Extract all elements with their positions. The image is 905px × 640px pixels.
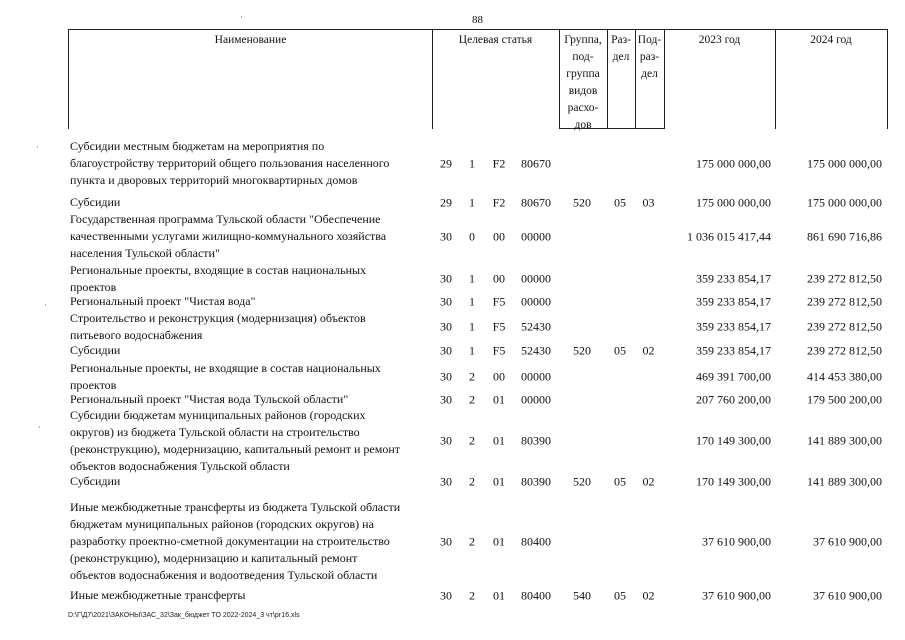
- page-number: 88: [472, 14, 483, 26]
- scan-dot: ·: [240, 12, 243, 22]
- cell-cs1: 30: [440, 294, 452, 308]
- row-name: Региональные проекты, не входящие в состав национальных проектов: [70, 361, 381, 392]
- cell-y1: 175 000 000,00: [696, 195, 771, 209]
- cell-y1: 1 036 015 417,44: [687, 229, 771, 243]
- cell-cs4: 00000: [521, 229, 551, 243]
- cell-cs3: F2: [492, 156, 506, 170]
- cell-cs3: 00: [493, 369, 505, 384]
- cell-cs1: 30: [440, 229, 452, 243]
- cell-y2: 175 000 000,00: [807, 156, 882, 170]
- cell-sec: 05: [614, 588, 626, 602]
- cell-y2: 141 889 300,00: [807, 474, 882, 488]
- cell-cs3: 01: [493, 474, 505, 488]
- row-name: Региональные проекты, входящие в состав национальных проектов: [70, 263, 367, 294]
- cell-cs4: 00000: [521, 271, 551, 286]
- cell-cs1: 30: [440, 369, 452, 384]
- cell-y2: 239 272 812,50: [807, 343, 882, 357]
- table-row: [68, 360, 886, 394]
- cell-y1: 170 149 300,00: [696, 474, 771, 488]
- cell-cs2: 2: [469, 392, 475, 406]
- cell-sub: 02: [642, 343, 655, 357]
- cell-cs3: F5: [492, 294, 506, 308]
- header-year-2024: 2024 год: [810, 34, 852, 46]
- cell-cs4: 80670: [521, 156, 551, 170]
- table-row: [68, 499, 886, 584]
- cell-cs3: F5: [492, 343, 506, 357]
- cell-y2: 175 000 000,00: [807, 195, 882, 209]
- cell-y2: 179 500 200,00: [807, 392, 882, 406]
- row-name: Иные межбюджетные трансферты из бюджета Тульской области бюджетам муниципальных районов (городских округов) на разработку проектно-сметной документации на строительство (реконструкцию), модернизацию и капитальный ремонт объектов водоснабжения и водоотведения Тульской области: [70, 500, 401, 582]
- cell-y1: 37 610 900,00: [702, 588, 771, 602]
- row-name: Иные межбюджетные трансферты: [70, 588, 246, 602]
- cell-cs2: 2: [469, 433, 475, 448]
- cell-cs2: 1: [469, 294, 475, 308]
- cell-sub: 03: [642, 195, 655, 209]
- cell-y1: 175 000 000,00: [696, 156, 771, 170]
- cell-cs4: 00000: [521, 294, 551, 308]
- cell-cs4: 80400: [521, 588, 551, 602]
- cell-y1: 359 233 854,17: [696, 271, 771, 286]
- cell-cs2: 0: [469, 229, 475, 243]
- cell-cs1: 30: [440, 474, 452, 488]
- cell-y1: 170 149 300,00: [696, 433, 771, 448]
- cell-grp: 520: [573, 343, 591, 357]
- cell-cs2: 2: [469, 534, 475, 548]
- file-path-footer: D:\Г\Д7\2021\ЗАКОНЫ\ЗАС_32\Зак_бюджет ТО 2022-2024_3 чт\рг16.xls: [68, 612, 300, 619]
- cell-cs2: 2: [469, 369, 475, 384]
- cell-cs3: F5: [492, 319, 506, 334]
- row-name: Субсидии: [70, 474, 121, 488]
- row-name: Государственная программа Тульской области "Обеспечение качественными услугами жилищно-коммунального хозяйства населения Тульской области": [70, 212, 387, 260]
- cell-cs2: 1: [469, 195, 475, 209]
- scan-dot: ·: [38, 422, 41, 432]
- cell-sec: 05: [614, 474, 626, 488]
- cell-y2: 861 690 716,86: [807, 229, 882, 243]
- cell-cs1: 30: [440, 343, 452, 357]
- cell-grp: 520: [573, 195, 591, 209]
- table-row: [68, 342, 886, 359]
- row-name: Субсидии бюджетам муниципальных районов (городских округов) из бюджета Тульской области на строительство (реконструкцию), модернизацию, капитальный ремонт и ремонт объектов водоснабжения Тульской области: [70, 408, 400, 473]
- cell-cs2: 1: [469, 156, 475, 170]
- cell-y2: 37 610 900,00: [813, 534, 882, 548]
- cell-cs4: 80390: [521, 433, 551, 448]
- cell-sub: 02: [642, 588, 655, 602]
- cell-cs3: 00: [493, 271, 505, 286]
- scan-dot: ·: [36, 142, 39, 152]
- cell-grp: 520: [573, 474, 591, 488]
- header-name: Наименование: [214, 34, 287, 46]
- cell-sec: 05: [614, 343, 626, 357]
- cell-cs2: 2: [469, 474, 475, 488]
- header-section: Раз- дел: [611, 34, 631, 63]
- table-row: [68, 473, 886, 490]
- cell-sub: 02: [642, 474, 655, 488]
- table-row: [68, 138, 886, 189]
- cell-y2: 239 272 812,50: [807, 319, 882, 334]
- cell-cs1: 30: [440, 319, 452, 334]
- header-subsection: Под- раз- дел: [637, 34, 662, 80]
- cell-y2: 239 272 812,50: [807, 271, 882, 286]
- row-name: Субсидии местным бюджетам на мероприятия по благоустройству территорий общего пользования населенного пункта и дворовых территорий многоквартирных домов: [70, 139, 390, 187]
- cell-cs3: 01: [493, 588, 505, 602]
- table-row: [68, 262, 886, 296]
- cell-grp: 540: [573, 588, 591, 602]
- cell-cs2: 2: [469, 588, 475, 602]
- table-row: [68, 310, 886, 344]
- table-row: [68, 194, 886, 211]
- table-header: [68, 29, 888, 129]
- row-name: Строительство и реконструкция (модернизация) объектов питьевого водоснабжения: [70, 311, 366, 342]
- header-year-2023: 2023 год: [698, 34, 741, 46]
- row-name: Субсидии: [70, 195, 121, 209]
- cell-cs1: 29: [440, 156, 452, 170]
- row-name: Субсидии: [70, 343, 121, 357]
- cell-y2: 141 889 300,00: [807, 433, 882, 448]
- cell-cs4: 52430: [521, 343, 551, 357]
- cell-y1: 469 391 700,00: [696, 369, 771, 384]
- cell-cs3: 01: [493, 433, 505, 448]
- cell-cs2: 1: [469, 343, 475, 357]
- cell-cs3: 00: [493, 229, 505, 243]
- cell-sec: 05: [614, 195, 626, 209]
- cell-y1: 207 760 200,00: [696, 392, 771, 406]
- cell-cs1: 29: [440, 195, 452, 209]
- cell-y2: 37 610 900,00: [813, 588, 882, 602]
- cell-cs1: 30: [440, 588, 452, 602]
- cell-cs1: 30: [440, 433, 452, 448]
- table-row: [68, 211, 886, 262]
- cell-cs4: 00000: [521, 369, 551, 384]
- table-row: [68, 293, 886, 310]
- cell-cs1: 30: [440, 392, 452, 406]
- cell-cs1: 30: [440, 534, 452, 548]
- table-row: [68, 587, 886, 604]
- cell-cs4: 52430: [521, 319, 551, 334]
- table-row: [68, 391, 886, 408]
- cell-y2: 239 272 812,50: [807, 294, 882, 308]
- header-group: Группа, под- группа видов расхо- дов: [564, 34, 602, 131]
- cell-cs3: 01: [493, 392, 505, 406]
- row-name: Региональный проект "Чистая вода": [70, 294, 256, 308]
- cell-y2: 414 453 380,00: [807, 369, 882, 384]
- row-name: Региональный проект "Чистая вода Тульской области": [70, 392, 349, 406]
- cell-cs4: 80400: [521, 534, 551, 548]
- cell-y1: 359 233 854,17: [696, 319, 771, 334]
- cell-cs4: 00000: [521, 392, 551, 406]
- table-row: [68, 407, 886, 475]
- cell-cs4: 80390: [521, 474, 551, 488]
- cell-cs2: 1: [469, 319, 475, 334]
- cell-y1: 359 233 854,17: [696, 294, 771, 308]
- scan-dot: ·: [44, 300, 47, 310]
- cell-cs2: 1: [469, 271, 475, 286]
- cell-cs3: F2: [492, 195, 506, 209]
- cell-y1: 359 233 854,17: [696, 343, 771, 357]
- cell-cs4: 80670: [521, 195, 551, 209]
- header-target: Целевая статья: [458, 34, 533, 46]
- cell-cs3: 01: [493, 534, 505, 548]
- cell-cs1: 30: [440, 271, 452, 286]
- cell-y1: 37 610 900,00: [702, 534, 771, 548]
